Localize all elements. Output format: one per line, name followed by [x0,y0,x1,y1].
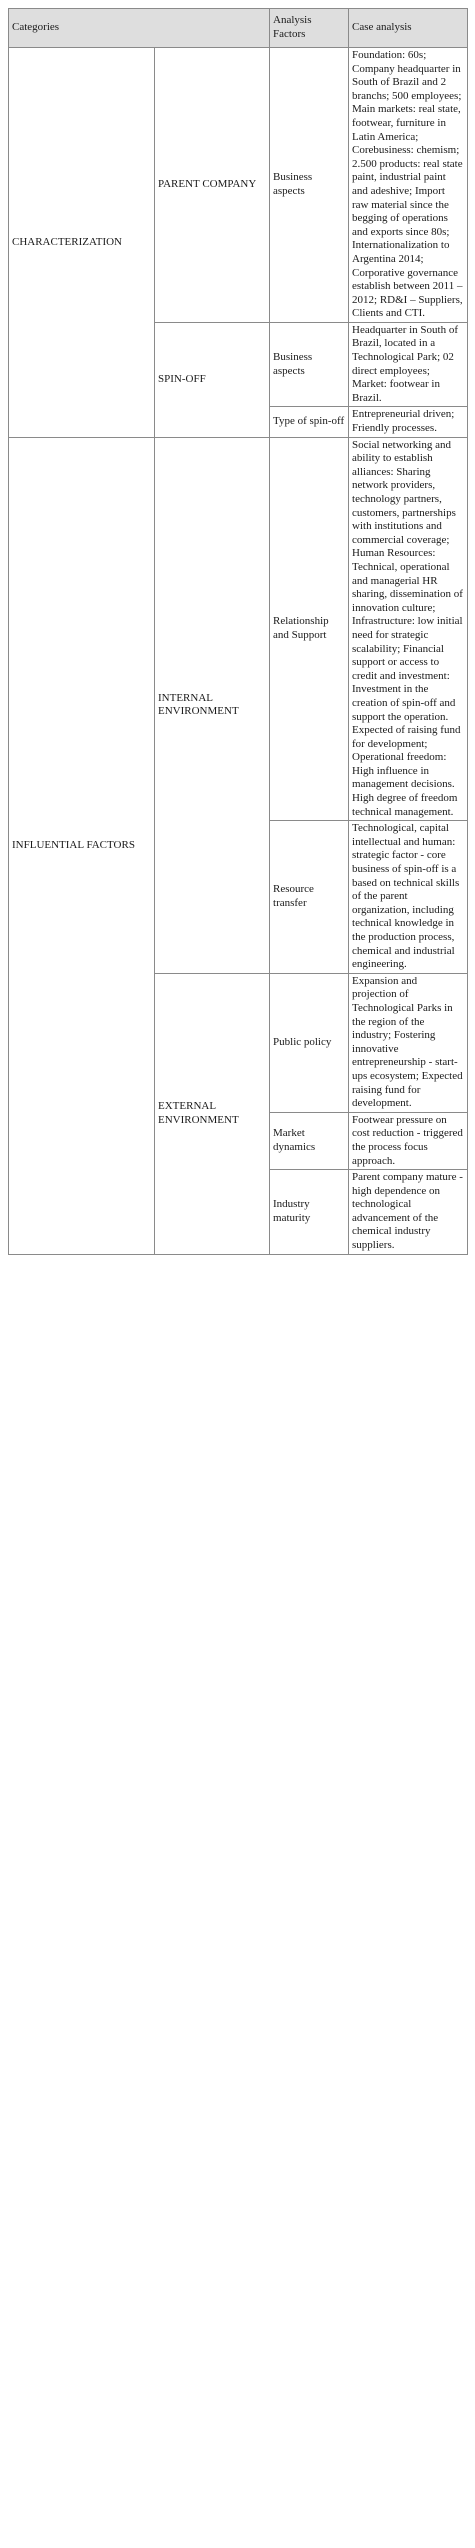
analysis-text: Social networking and ability to establish alliances: Sharing network providers, technology partners, customers, partnerships with institutions and commercial coverage; Human Resources: Technical, operational and managerial HR sharing, dissemination of innovation culture; Infrastructure: low initial need for strategic scalability; Financial support or access to credit and investment: Investment in the creation of spin-off and support the operation. Expected of raising fund for development; Operational freedom: High influence in management decisions. High degree of freedom technical management. [352,438,463,818]
header-case-analysis: Case analysis [349,9,468,48]
analysis-market-dynamics [349,1112,468,1169]
header-categories: Categories [9,9,270,48]
analysis-text: Technological, capital intellectual and human: strategic factor - core business of spin-off is a based on technical skills of the parent organization, including technical knowledge in the production process, chemical and industrial engineering. [352,822,460,971]
table-header-row [9,9,468,48]
factor-public-policy: Public policy [270,973,349,1112]
factor-relationship-support: Relationship and Support [270,437,349,821]
factor-resource-transfer: Resource transfer [270,821,349,974]
analysis-text: Foundation: 60s; Company headquarter in South of Brazil and 2 branchs; 500 employees; Main markets: real state, footwear, furniture in Latin America; Corebusiness: chemism; 2.500 products: real state paint, industrial paint and adeshive; Import raw material since the begging of operations and exports since 80s; Internationalization to Argentina 2014; Corporative governance establish between 2011 – 2012; RD&I – Suppliers, Clients and CTI. [352,49,463,320]
analysis-public-policy [349,973,468,1112]
analysis-text: Parent company mature - high dependence on technological advancement of the chemical industry suppliers. [352,1171,463,1252]
analysis-text: Headquarter in South of Brazil, located in a Technological Park; 02 direct employees; Market: footwear in Brazil. [352,323,459,404]
factor-business-aspects-spinoff: Business aspects [270,322,349,407]
analysis-text: Expansion and projection of Technological Parks in the region of the industry; Fostering innovative entrepreneurship - start-ups ecosystem; Expected raising fund for development. [352,974,463,1110]
factor-market-dynamics: Market dynamics [270,1112,349,1169]
analysis-text: Entrepreneurial driven; Friendly processes. [352,408,455,435]
category-influential-factors: INFLUENTIAL FACTORS [9,437,155,1254]
analysis-industry-maturity [349,1170,468,1255]
subcategory-parent-company: PARENT COMPANY [155,48,270,323]
table-row [9,48,468,323]
analysis-text: Footwear pressure on cost reduction - triggered the process focus approach. [352,1113,463,1167]
analysis-business-aspects-spinoff [349,322,468,407]
header-analysis-factors: Analysis Factors [270,9,349,48]
case-analysis-table-container [8,8,467,1255]
analysis-type-of-spinoff [349,407,468,437]
subcategory-spin-off: SPIN-OFF [155,322,270,437]
factor-type-of-spinoff: Type of spin-off [270,407,349,437]
subcategory-internal-environment: INTERNAL ENVIRONMENT [155,437,270,973]
analysis-resource-transfer [349,821,468,974]
category-characterization: CHARACTERIZATION [9,48,155,438]
case-analysis-table [8,8,468,1255]
subcategory-external-environment: EXTERNAL ENVIRONMENT [155,973,270,1254]
analysis-relationship-support [349,437,468,821]
factor-industry-maturity: Industry maturity [270,1170,349,1255]
factor-business-aspects-parent: Business aspects [270,48,349,323]
analysis-business-aspects-parent [349,48,468,323]
table-row [9,437,468,821]
